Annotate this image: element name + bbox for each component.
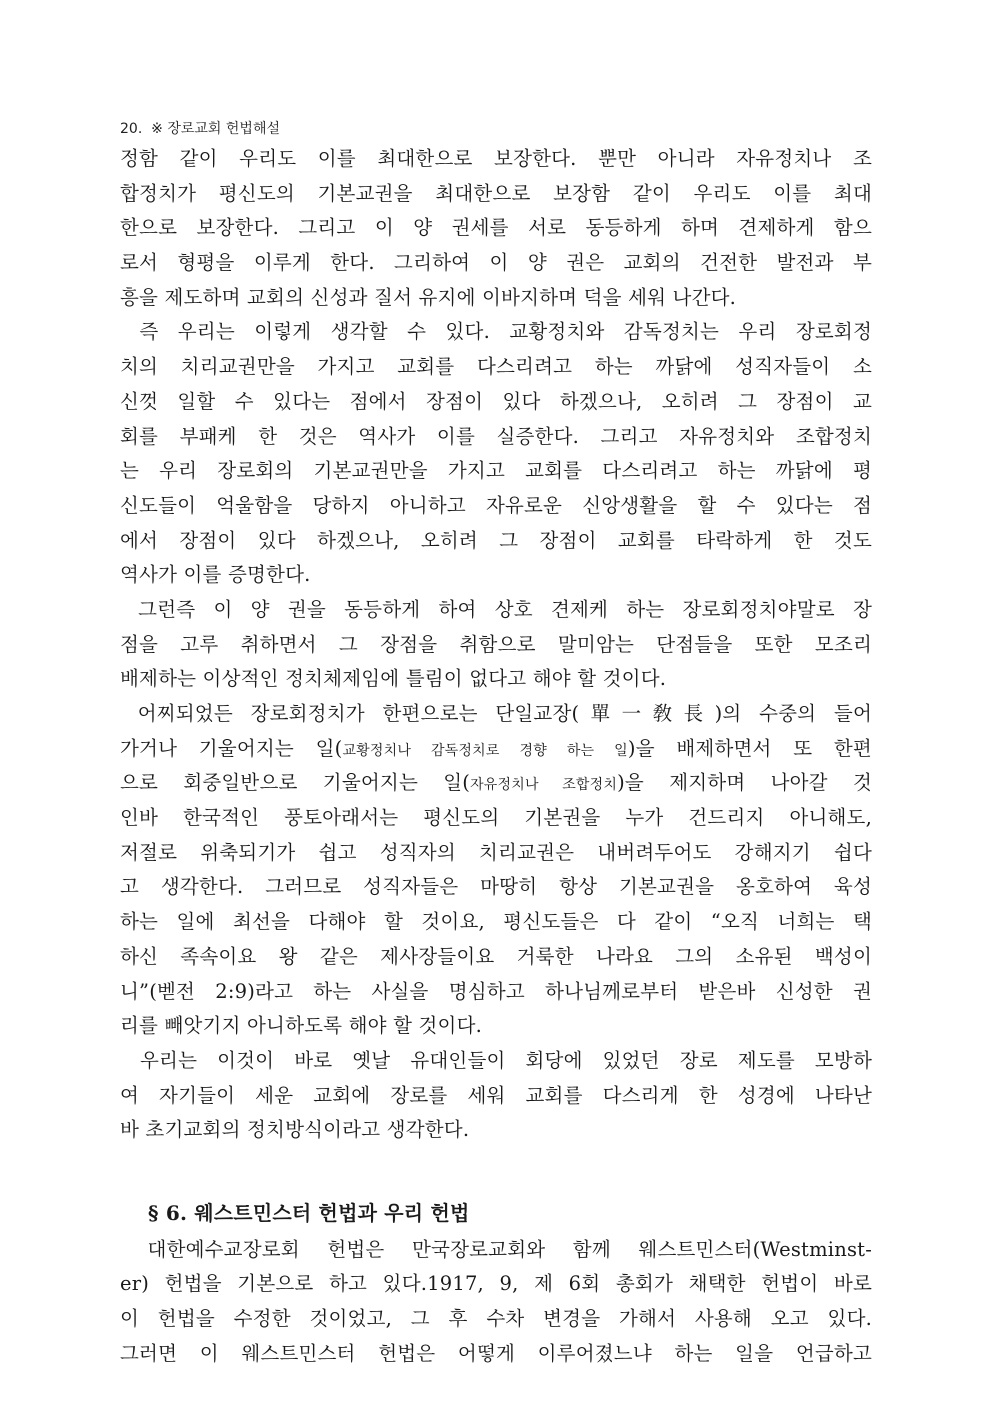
text-segment: 한으로 보장한다. 그리고 이 양 권세를 서로 동등하게 하며 견제하게 함으 <box>120 216 872 240</box>
text-line <box>120 1337 872 1372</box>
text-line <box>120 662 872 697</box>
text-line <box>120 315 872 350</box>
small-note: 자유정치나 조합정치 <box>470 777 618 794</box>
spacer <box>120 1148 872 1183</box>
text-line <box>120 905 872 940</box>
page-header: 20. ※ 장로교회 헌법해설 <box>120 121 280 137</box>
text-segment: 신껏 일할 수 있다는 점에서 장점이 있다 하겠으나, 오히려 그 장점이 교 <box>120 389 872 413</box>
text-segment: 어찌되었든 장로회정치가 한편으로는 단일교장(單一敎長)의 수중의 들어 <box>120 702 872 725</box>
text-segment: 점을 고루 취하면서 그 장점을 취함으로 말미암는 단점들을 또한 모조리 <box>120 632 872 656</box>
text-segment: 우리는 이것이 바로 옛날 유대인들이 회당에 있었던 장로 제도를 모방하 <box>120 1048 872 1072</box>
text-segment: 에서 장점이 있다 하겠으나, 오히려 그 장점이 교회를 타락하게 한 것도 <box>120 528 872 552</box>
text-line <box>120 524 872 559</box>
text-line <box>120 1009 872 1044</box>
text-segment: 대한예수교장로회 헌법은 만국장로교회와 함께 웨스트민스터(Westminst- <box>120 1237 872 1261</box>
text-line <box>120 177 872 212</box>
text-segment: er) 헌법을 기본으로 하고 있다.1917, 9, 제 6회 총회가 채택한 헌법이 바로 <box>120 1272 872 1296</box>
text-segment: 바 초기교회의 정치방식이라고 생각한다. <box>120 1118 470 1142</box>
text-line <box>120 385 872 420</box>
text-line <box>120 420 872 455</box>
text-segment: 역사가 이를 증명한다. <box>120 563 311 587</box>
text-line <box>120 558 872 593</box>
text-segment: 인바 한국적인 풍토아래서는 평신도의 기본권을 누가 건드리지 아니해도, <box>120 806 872 830</box>
text-segment: )을 배제하면서 또 한편 <box>627 736 872 760</box>
text-line <box>120 1044 872 1079</box>
text-line <box>120 697 872 732</box>
text-segment: 로서 형평을 이루게 한다. 그리하여 이 양 권은 교회의 건전한 발전과 부 <box>120 251 872 275</box>
text-segment: 정함 같이 우리도 이를 최대한으로 보장한다. 뿐만 아니라 자유정치나 조 <box>120 147 872 170</box>
text-segment: 회를 부패케 한 것은 역사가 이를 실증한다. 그리고 자유정치와 조합정치 <box>120 424 872 448</box>
text-line <box>120 593 872 628</box>
text-line <box>120 1113 872 1148</box>
text-line <box>120 836 872 871</box>
document-body <box>120 142 872 1371</box>
text-line <box>120 1079 872 1114</box>
text-line <box>120 281 872 316</box>
text-line <box>120 975 872 1010</box>
text-segment: 리를 빼앗기지 아니하도록 해야 할 것이다. <box>120 1014 483 1038</box>
text-segment: 하는 일에 최선을 다해야 할 것이요, 평신도들은 다 같이 “오직 너희는 택 <box>120 910 872 934</box>
text-segment: 흥을 제도하며 교회의 신성과 질서 유지에 이바지하며 덕을 세워 나간다. <box>120 285 737 309</box>
text-segment: 니”(벧전 2:9)라고 하는 사실을 명심하고 하나님께로부터 받은바 신성한 권 <box>120 979 872 1003</box>
text-segment: 신도들이 억울함을 당하지 아니하고 자유로운 신앙생활을 할 수 있다는 점 <box>120 493 872 517</box>
text-segment: 그러면 이 웨스트민스터 헌법은 어떻게 이루어졌느냐 하는 일을 언급하고 <box>120 1341 872 1365</box>
text-line <box>120 142 872 177</box>
text-segment: 하신 족속이요 왕 같은 제사장들이요 거룩한 나라요 그의 소유된 백성이 <box>120 944 872 968</box>
text-line <box>120 1267 872 1302</box>
text-segment: 합정치가 평신도의 기본교권을 최대한으로 보장함 같이 우리도 이를 최대 <box>120 181 872 205</box>
text-segment: 는 우리 장로회의 기본교권만을 가지고 교회를 다스리려고 하는 까닭에 평 <box>120 459 872 483</box>
text-segment: )을 제지하며 나아갈 것 <box>617 771 872 795</box>
text-line <box>120 454 872 489</box>
text-line <box>120 732 872 767</box>
section-heading: § 6. 웨스트민스터 헌법과 우리 헌법 <box>148 1200 470 1225</box>
text-line <box>120 1302 872 1337</box>
text-line <box>120 940 872 975</box>
text-segment: 가거나 기울어지는 일( <box>120 736 343 760</box>
text-line <box>120 350 872 385</box>
text-segment: 치의 치리교권만을 가지고 교회를 다스리려고 하는 까닭에 성직자들이 소 <box>120 355 872 379</box>
small-note: 교황정치나 감독정치로 경향 하는 일 <box>342 742 628 759</box>
text-segment: 으로 회중일반으로 기울어지는 일( <box>120 771 471 795</box>
text-line <box>120 489 872 524</box>
text-line <box>120 246 872 281</box>
text-segment: 여 자기들이 세운 교회에 장로를 세워 교회를 다스리게 한 성경에 나타난 <box>120 1083 872 1107</box>
text-line <box>120 870 872 905</box>
text-line <box>120 1233 872 1268</box>
text-segment: 이 헌법을 수정한 것이었고, 그 후 수차 변경을 가해서 사용해 오고 있다. <box>120 1307 872 1330</box>
text-segment: 즉 우리는 이렇게 생각할 수 있다. 교황정치와 감독정치는 우리 장로회정 <box>120 320 872 344</box>
text-segment: 그런즉 이 양 권을 동등하게 하여 상호 견제케 하는 장로회정치야말로 장 <box>120 597 872 621</box>
text-segment: 배제하는 이상적인 정치체제임에 틀림이 없다고 해야 할 것이다. <box>120 667 667 691</box>
text-line <box>120 211 872 246</box>
text-line <box>120 766 872 801</box>
text-segment: 저절로 위축되기가 쉽고 성직자의 치리교권은 내버려두어도 강해지기 쉽다 <box>120 840 872 864</box>
text-line <box>120 628 872 663</box>
text-line <box>120 801 872 836</box>
text-segment: 고 생각한다. 그러므로 성직자들은 마땅히 항상 기본교권을 옹호하여 육성 <box>120 875 872 899</box>
